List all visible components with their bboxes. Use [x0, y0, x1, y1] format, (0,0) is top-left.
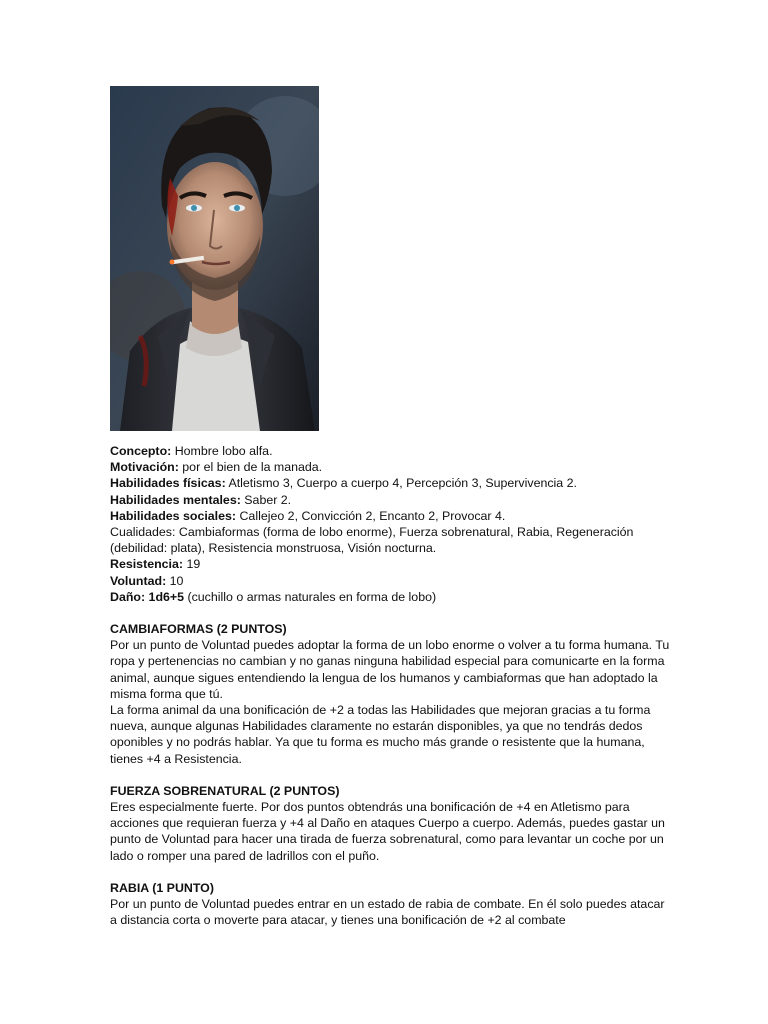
section-heading-supernatural-strength: FUERZA SOBRENATURAL (2 PUNTOS): [110, 783, 340, 798]
stat-value: 1d6+5: [145, 589, 185, 604]
stat-value: Cambiaformas (forma de lobo enorme), Fuerza sobrenatural, Rabia, Regeneración (debilidad: plata), Resistencia monstruosa, Visión nocturna.: [110, 525, 634, 556]
section-paragraph: Por un punto de Voluntad puedes adoptar la forma de un lobo enorme o volver a tu forma humana. Tu ropa y pertenencias no cambian y no ganas ninguna habilidad especial para comunicarte en la forma animal, aunque sigues entendiendo la lengua de los humanos y cambiaformas que han adoptado la misma forma que tú.: [110, 638, 670, 701]
section-paragraph: Por un punto de Voluntad puedes entrar en un estado de rabia de combate. En él solo puedes atacar a distancia corta o moverte para atacar, y tienes una bonificación de +2 al combate: [110, 897, 665, 928]
stat-label: Habilidades físicas:: [110, 476, 226, 491]
stat-value: por el bien de la manada.: [178, 460, 323, 475]
character-portrait: [110, 86, 319, 431]
stat-qualities: [110, 524, 670, 556]
stat-motivation: [110, 459, 670, 475]
stat-concept: [110, 443, 670, 459]
stat-value: 19: [183, 557, 201, 572]
stat-value: 10: [166, 573, 184, 588]
stat-label: Habilidades mentales:: [110, 492, 241, 507]
stat-mental-skills: [110, 492, 670, 508]
stat-value: Callejeo 2, Convicción 2, Encanto 2, Provocar 4.: [236, 508, 506, 523]
stat-social-skills: [110, 508, 670, 524]
stat-physical-skills: [110, 475, 670, 491]
stat-label: Cualidades:: [110, 525, 176, 540]
character-sheet: [110, 443, 670, 928]
stat-value: Atletismo 3, Cuerpo a cuerpo 4, Percepción 3, Supervivencia 2.: [225, 476, 577, 491]
stat-label: Resistencia:: [110, 557, 184, 572]
stat-resistance: [110, 556, 670, 572]
portrait-illustration: [110, 86, 319, 431]
stat-label: Habilidades sociales:: [110, 508, 237, 523]
stat-damage: [110, 589, 670, 605]
section-paragraph: La forma animal da una bonificación de +2 a todas las Habilidades que mejoran gracias a tu forma nueva, aunque algunas Habilidades claramente no estarán disponibles, ya que no tendrás dedos oponibles y no podrás hablar. Ya que tu forma es mucho más grande o resistente que la humana, tienes +4 a Resistencia.: [110, 703, 651, 766]
stat-note: (cuchillo o armas naturales en forma de lobo): [184, 589, 437, 604]
stat-label: Daño:: [110, 589, 146, 604]
stat-value: Saber 2.: [240, 492, 292, 507]
stat-value: Hombre lobo alfa.: [171, 444, 273, 458]
section-heading-shapeshifter: CAMBIAFORMAS (2 PUNTOS): [110, 622, 287, 637]
stat-label: Concepto:: [110, 444, 172, 458]
stat-label: Motivación:: [110, 460, 179, 475]
section-heading-rage: RABIA (1 PUNTO): [110, 880, 214, 895]
section-paragraph: Eres especialmente fuerte. Por dos puntos obtendrás una bonificación de +4 en Atletismo para acciones que requieran fuerza y +4 al Daño en ataques Cuerpo a cuerpo. Además, puedes gastar un punto de Voluntad para hacer una tirada de fuerza sobrenatural, como para levantar un coche por un lado o romper una pared de ladrillos con el puño.: [110, 800, 665, 863]
stat-willpower: [110, 573, 670, 589]
stat-label: Voluntad:: [110, 573, 167, 588]
